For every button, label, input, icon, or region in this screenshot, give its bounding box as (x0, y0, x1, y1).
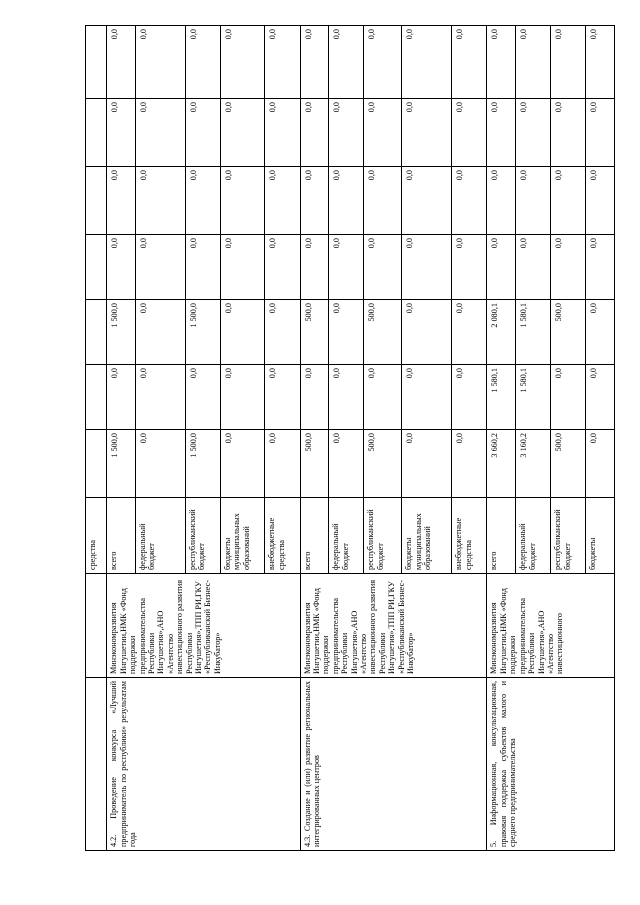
amount-cell: 0,0 (300, 26, 329, 99)
amount-cell: 0,0 (329, 167, 364, 235)
cont-empty-value (86, 430, 107, 498)
amount-cell: 0,0 (586, 167, 615, 235)
continuation-row (86, 26, 107, 851)
amount-cell: 0,0 (185, 365, 220, 430)
amount-cell: 0,0 (487, 167, 516, 235)
amount-cell: 0,0 (300, 167, 329, 235)
amount-cell: 0,0 (135, 167, 185, 235)
amount-cell: 0,0 (551, 99, 586, 167)
funding-source-cell: всего (300, 498, 329, 574)
amount-cell: 0,0 (586, 235, 615, 300)
amount-cell: 0,0 (300, 365, 329, 430)
amount-cell: 0,0 (329, 430, 364, 498)
amount-cell: 0,0 (329, 300, 364, 365)
amount-cell: 0,0 (452, 365, 487, 430)
amount-cell: 2 080,1 (487, 300, 516, 365)
amount-cell: 0,0 (516, 26, 551, 99)
amount-cell: 0,0 (265, 99, 300, 167)
amount-cell: 0,0 (329, 365, 364, 430)
funding-source-cell: республиканский бюджет (364, 498, 402, 574)
amount-cell: 500,0 (551, 300, 586, 365)
amount-cell: 0,0 (265, 365, 300, 430)
amount-cell: 0,0 (107, 167, 136, 235)
amount-cell: 0,0 (402, 300, 452, 365)
executor-cell: Минэкономразвития Ингушетии,НМК «Фонд поддержки предпринимательства Республики Ингушетия»,АНО «Агентство инвестиционного (487, 574, 615, 678)
table-row (107, 26, 136, 851)
amount-cell: 0,0 (220, 365, 265, 430)
amount-cell: 0,0 (329, 235, 364, 300)
amount-cell: 1 580,1 (516, 300, 551, 365)
table-row (300, 26, 329, 851)
amount-cell: 1 500,0 (107, 300, 136, 365)
amount-cell: 0,0 (265, 167, 300, 235)
amount-cell: 0,0 (364, 235, 402, 300)
funding-source-cell: республиканский бюджет (185, 498, 220, 574)
amount-cell: 500,0 (300, 300, 329, 365)
amount-cell: 0,0 (265, 235, 300, 300)
amount-cell: 0,0 (135, 430, 185, 498)
amount-cell: 0,0 (135, 235, 185, 300)
amount-cell: 0,0 (185, 235, 220, 300)
amount-cell: 0,0 (107, 235, 136, 300)
amount-cell: 0,0 (551, 26, 586, 99)
amount-cell: 0,0 (185, 167, 220, 235)
amount-cell: 0,0 (551, 365, 586, 430)
amount-cell: 0,0 (300, 99, 329, 167)
amount-cell: 0,0 (185, 99, 220, 167)
funding-source-cell: республиканский бюджет (551, 498, 586, 574)
amount-cell: 0,0 (402, 99, 452, 167)
amount-cell: 0,0 (516, 235, 551, 300)
amount-cell: 0,0 (586, 99, 615, 167)
cont-empty-value (86, 26, 107, 99)
activity-name-cell: 4.3. Создание и (или) развитие региональных интегрированных центров (300, 678, 487, 851)
amount-cell: 0,0 (452, 26, 487, 99)
amount-cell: 0,0 (329, 99, 364, 167)
cont-empty-value (86, 300, 107, 365)
amount-cell: 0,0 (452, 235, 487, 300)
amount-cell: 0,0 (220, 430, 265, 498)
amount-cell: 0,0 (220, 300, 265, 365)
amount-cell: 0,0 (487, 235, 516, 300)
amount-cell: 0,0 (329, 26, 364, 99)
amount-cell: 0,0 (402, 167, 452, 235)
amount-cell: 0,0 (364, 365, 402, 430)
amount-cell: 500,0 (364, 300, 402, 365)
amount-cell: 0,0 (220, 235, 265, 300)
amount-cell: 3 660,2 (487, 430, 516, 498)
cont-empty-value (86, 365, 107, 430)
amount-cell: 0,0 (185, 26, 220, 99)
amount-cell: 0,0 (402, 235, 452, 300)
amount-cell: 0,0 (220, 99, 265, 167)
amount-cell: 0,0 (516, 99, 551, 167)
amount-cell: 0,0 (107, 99, 136, 167)
amount-cell: 500,0 (300, 430, 329, 498)
funding-source-cell: федеральный бюджет (329, 498, 364, 574)
amount-cell: 500,0 (364, 430, 402, 498)
amount-cell: 0,0 (107, 26, 136, 99)
amount-cell: 0,0 (452, 167, 487, 235)
amount-cell: 0,0 (402, 26, 452, 99)
amount-cell: 500,0 (551, 430, 586, 498)
activity-name-cell: 4.2. Проведение конкурса «Лучший предприниматель по республики» результатам года (107, 678, 300, 851)
amount-cell: 0,0 (586, 430, 615, 498)
amount-cell: 0,0 (265, 430, 300, 498)
amount-cell: 0,0 (586, 365, 615, 430)
cont-empty-value (86, 99, 107, 167)
rotated-table-container (85, 26, 615, 851)
amount-cell: 0,0 (402, 430, 452, 498)
cont-empty-value (86, 235, 107, 300)
amount-cell: 0,0 (265, 26, 300, 99)
amount-cell: 0,0 (586, 300, 615, 365)
amount-cell: 0,0 (516, 167, 551, 235)
funding-source-cell: бюджеты (586, 498, 615, 574)
amount-cell: 0,0 (364, 99, 402, 167)
executor-cell: Минэкономразвития Ингушетии,НМК «Фонд поддержки предпринимательства Республики Ингушетия»,АНО «Агентство инвестиционного развития Республики Ингушетия»,ТПП РИ,ГКУ «Республиканский Бизнес-Инкубатор» (300, 574, 487, 678)
amount-cell: 0,0 (551, 167, 586, 235)
amount-cell: 0,0 (300, 235, 329, 300)
cont-empty-executor (86, 574, 107, 678)
amount-cell: 0,0 (265, 300, 300, 365)
amount-cell: 0,0 (452, 300, 487, 365)
amount-cell: 0,0 (364, 26, 402, 99)
amount-cell: 1 500,0 (185, 300, 220, 365)
funding-source-cell: всего (487, 498, 516, 574)
amount-cell: 0,0 (402, 365, 452, 430)
amount-cell: 0,0 (487, 99, 516, 167)
amount-cell: 3 160,2 (516, 430, 551, 498)
table-row (487, 26, 516, 851)
amount-cell: 1 580,1 (487, 365, 516, 430)
amount-cell: 1 500,0 (185, 430, 220, 498)
amount-cell: 0,0 (364, 167, 402, 235)
funding-source-cell: федеральный бюджет (135, 498, 185, 574)
cont-empty-name (86, 678, 107, 851)
financing-table (85, 25, 615, 851)
amount-cell: 0,0 (107, 365, 136, 430)
executor-cell: Минэкономразвития Ингушетии,НМК «Фонд поддержки предпринимательства Республики Ингушетия»,АНО «Агентство инвестиционного развития Республики Ингушетия»,ТПП РИ,ГКУ «Республиканский Бизнес-Инкубатор» (107, 574, 300, 678)
amount-cell: 0,0 (135, 365, 185, 430)
amount-cell: 0,0 (135, 26, 185, 99)
amount-cell: 0,0 (452, 430, 487, 498)
cont-empty-value (86, 167, 107, 235)
amount-cell: 0,0 (135, 99, 185, 167)
amount-cell: 0,0 (135, 300, 185, 365)
amount-cell: 0,0 (487, 26, 516, 99)
amount-cell: 0,0 (220, 167, 265, 235)
amount-cell: 0,0 (452, 99, 487, 167)
funding-source-cell: бюджеты муниципальных образований (402, 498, 452, 574)
amount-cell: 0,0 (220, 26, 265, 99)
activity-name-cell: 5. Информационная, консультационная, правовая поддержка субъектов малого и среднего предпринимательства (487, 678, 615, 851)
funding-source-cell: федеральный бюджет (516, 498, 551, 574)
cont-source-cell: средства (86, 498, 107, 574)
funding-source-cell: внебюджетные средства (265, 498, 300, 574)
amount-cell: 0,0 (586, 26, 615, 99)
funding-source-cell: бюджеты муниципальных образований (220, 498, 265, 574)
amount-cell: 1 500,0 (107, 430, 136, 498)
amount-cell: 0,0 (551, 235, 586, 300)
funding-source-cell: внебюджетные средства (452, 498, 487, 574)
funding-source-cell: всего (107, 498, 136, 574)
amount-cell: 1 580,1 (516, 365, 551, 430)
